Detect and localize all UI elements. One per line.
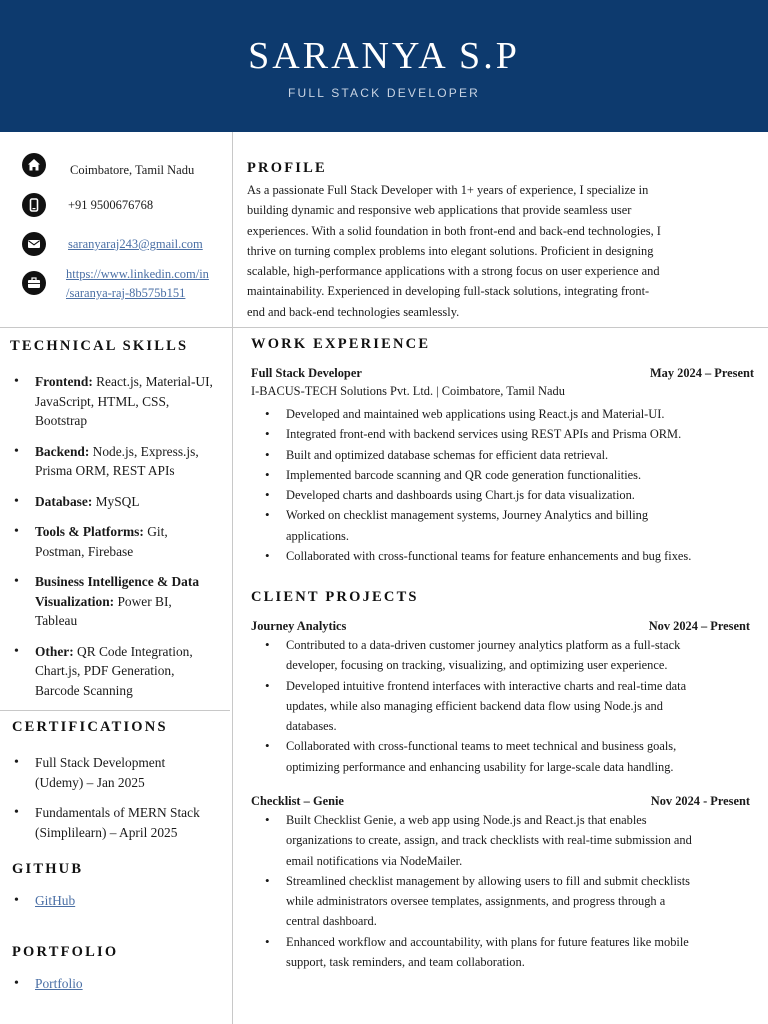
project-bullet: • Built Checklist Genie, a web app using Node.js and React.js that enables organizations to create, assign, and track checklists with real-time submission and email notifications via NodeMailer. (251, 810, 754, 871)
github-list (12, 891, 230, 911)
profile-line: As a passionate Full Stack Developer with 1+ years of experience, I specialize in (247, 183, 649, 197)
skill-item: • Frontend: React.js, Material-UI, JavaScript, HTML, CSS, Bootstrap (12, 372, 230, 431)
certification-item: • Fundamentals of MERN Stack (Simplilearn) – April 2025 (12, 803, 230, 842)
project-bullets (251, 810, 754, 972)
certifications-list (12, 753, 230, 842)
project-bullet: • Enhanced workflow and accountability, with plans for future features like mobile support, task reminders, and team collaboration. (251, 932, 754, 973)
profile-line: scalable, high-performance applications with a strong focus on user experience and (247, 264, 660, 279)
skill-item: • Other: QR Code Integration, Chart.js, PDF Generation, Barcode Scanning (12, 642, 230, 701)
profile-heading: PROFILE (247, 160, 327, 176)
linkedin-line-1[interactable]: https://www.linkedin.com/in (66, 267, 209, 281)
github-link[interactable]: GitHub (35, 893, 76, 908)
work-heading: WORK EXPERIENCE (251, 336, 431, 352)
certifications-heading: CERTIFICATIONS (12, 719, 168, 735)
work-bullet: • Worked on checklist management systems, Journey Analytics and billing applications. (251, 505, 754, 546)
profile-line: maintainability. Experienced in developing full-stack solutions, integrating front- (247, 284, 650, 299)
skill-item: • Backend: Node.js, Express.js, Prisma ORM, REST APIs (12, 442, 230, 481)
linkedin-line-2[interactable]: /saranya-raj-8b575b151 (66, 286, 186, 300)
section-divider (0, 327, 768, 328)
email-icon (22, 232, 46, 256)
portfolio-link[interactable]: Portfolio (35, 976, 83, 991)
work-company: I-BACUS-TECH Solutions Pvt. Ltd. | Coimbatore, Tamil Nadu (251, 384, 565, 398)
skill-item: • Database: MySQL (12, 492, 230, 512)
portfolio-heading: PORTFOLIO (12, 944, 119, 960)
profile-line: building dynamic and responsive web applications that provide seamless user (247, 203, 632, 218)
project-dates: Nov 2024 – Present (648, 619, 750, 633)
work-role-row (251, 366, 754, 381)
contact-linkedin-link[interactable] (66, 265, 209, 303)
work-bullet: • Implemented barcode scanning and QR code generation functionalities. (251, 465, 754, 485)
project-bullets (251, 635, 754, 777)
portfolio-list (12, 974, 230, 994)
work-bullets (251, 404, 754, 566)
github-item (12, 891, 230, 911)
resume-header (0, 0, 768, 132)
candidate-role: FULL STACK DEVELOPER (287, 86, 481, 100)
profile-line: experiences. With a solid foundation in both front-end and back-end technologies, I (247, 223, 661, 238)
work-bullet: • Developed charts and dashboards using Chart.js for data visualization. (251, 485, 754, 505)
projects-heading: CLIENT PROJECTS (251, 589, 419, 605)
project-bullet: • Collaborated with cross-functional teams to meet technical and business goals, optimizing performance and enhancing usability for large-scale data handling. (251, 736, 754, 777)
certification-item: • Full Stack Development (Udemy) – Jan 2025 (12, 753, 230, 792)
project-bullet: • Developed intuitive frontend interfaces with interactive charts and real-time data updates, while also managing efficient backend data flow using Node.js and databases. (251, 676, 754, 737)
portfolio-item (12, 974, 230, 994)
work-bullet: • Integrated front-end with backend services using REST APIs and Prisma ORM. (251, 424, 754, 444)
work-dates: May 2024 – Present (649, 366, 754, 380)
github-heading: GITHUB (12, 861, 84, 877)
column-divider (232, 132, 233, 1024)
candidate-name: SARANYA S.P (248, 35, 520, 77)
project-title-row (251, 794, 754, 809)
project-title-row (251, 619, 750, 634)
profile-line: end and back-end technologies seamlessly. (247, 304, 460, 319)
contact-email-link[interactable]: saranyaraj243@gmail.com (68, 237, 203, 251)
work-role: Full Stack Developer (251, 366, 362, 380)
skill-item: • Business Intelligence & Data Visualization: Power BI, Tableau (12, 572, 230, 631)
briefcase-icon (22, 271, 46, 295)
work-bullet: • Developed and maintained web applications using React.js and Material-UI. (251, 404, 754, 424)
skill-item: • Tools & Platforms: Git, Postman, Firebase (12, 522, 230, 561)
skills-heading: TECHNICAL SKILLS (10, 338, 189, 354)
skills-list (12, 372, 230, 700)
profile-summary (247, 180, 717, 322)
work-bullet: • Collaborated with cross-functional teams for feature enhancements and bug fixes. (251, 546, 754, 566)
profile-line: thrive on turning complex problems into elegant solutions. Proficient in designing (247, 243, 654, 258)
contact-location: Coimbatore, Tamil Nadu (70, 163, 195, 177)
contact-phone: +91 9500676768 (68, 198, 154, 212)
project-name: Journey Analytics (251, 619, 347, 633)
project-name: Checklist – Genie (251, 794, 344, 808)
project-bullet: • Contributed to a data-driven customer journey analytics platform as a full-stack developer, focusing on tracking, visualizing, and optimizing user experience. (251, 635, 754, 676)
work-bullet: • Built and optimized database schemas for efficient data retrieval. (251, 445, 754, 465)
phone-icon (22, 193, 46, 217)
project-bullet: • Streamlined checklist management by allowing users to fill and submit checklists while administrators oversee templates, assignments, and progress through a central dashboard. (251, 871, 754, 932)
project-dates: Nov 2024 - Present (650, 794, 750, 808)
home-icon (22, 153, 46, 177)
left-section-divider (0, 710, 230, 711)
